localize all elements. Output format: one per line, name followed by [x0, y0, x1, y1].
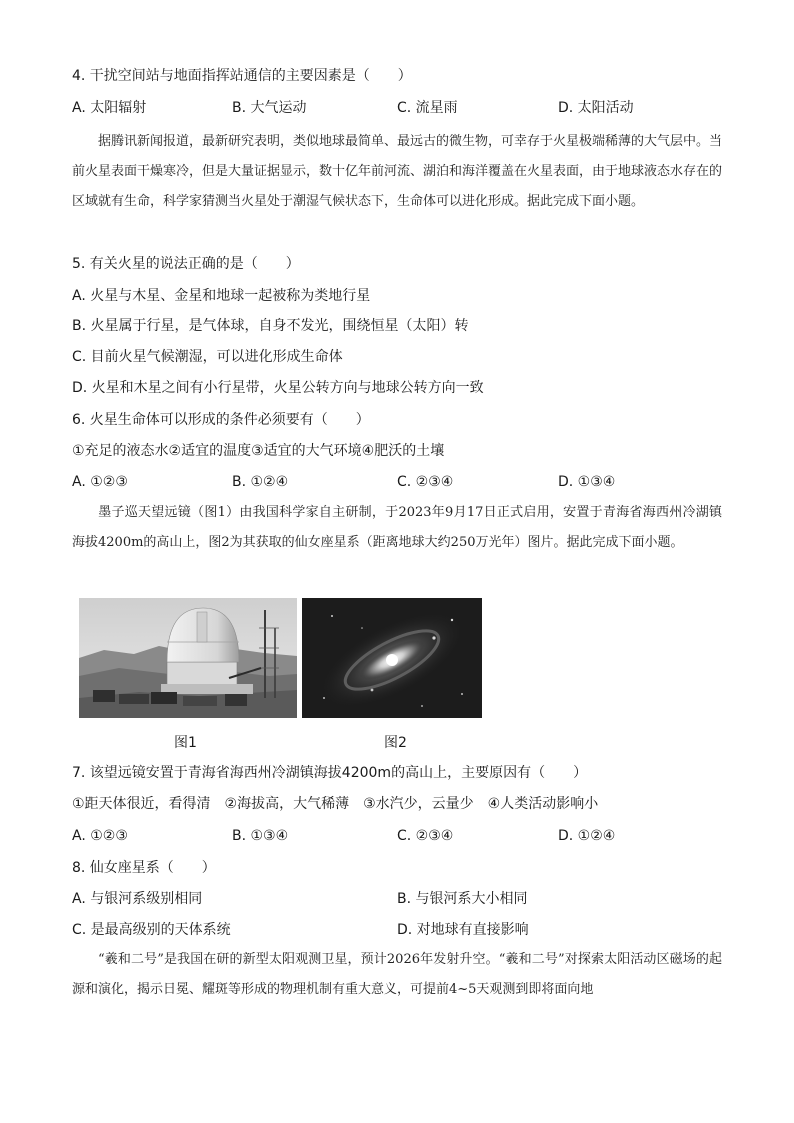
q4-stem: 4. 干扰空间站与地面指挥站通信的主要因素是（ ）: [72, 68, 412, 84]
q7-option-d: D. ①②④: [558, 828, 616, 844]
q4-option-d: D. 太阳活动: [558, 100, 634, 116]
figure1-caption: 图1: [174, 735, 197, 751]
q4-option-c: C. 流星雨: [397, 100, 458, 116]
figure2-caption: 图2: [384, 735, 407, 751]
q5-option-a: A. 火星与木星、金星和地球一起被称为类地行星: [72, 288, 371, 304]
q6-stem: 6. 火星生命体可以形成的条件必须要有（ ）: [72, 412, 370, 428]
q5-stem: 5. 有关火星的说法正确的是（ ）: [72, 256, 300, 272]
q6-option-c: C. ②③④: [397, 474, 454, 490]
q7-option-c: C. ②③④: [397, 828, 454, 844]
q5-option-c: C. 目前火星气候潮湿，可以进化形成生命体: [72, 349, 343, 365]
q6-option-d: D. ①③④: [558, 474, 616, 490]
passage-mars: 据腾讯新闻报道，最新研究表明，类似地球最简单、最远古的微生物，可幸存于火星极端稀薄的大气层中。当前火星表面干燥寒冷，但是大量证据显示，数十亿年前河流、湖泊和海洋覆盖在火星表面，由于地球液态水存在的区域就有生命，科学家猜测当火星处于潮湿气候状态下，生命体可以进化形成。据此完成下面小题。: [72, 134, 723, 209]
passage-telescope: 墨子巡天望远镜（图1）由我国科学家自主研制，于2023年9月17日正式启用，安置于青海省海西州冷湖镇海拔4200m的高山上，图2为其获取的仙女座星系（距离地球大约250万光年）图片。据此完成下面小题。: [72, 505, 722, 550]
q8-option-c: C. 是最高级别的天体系统: [72, 922, 231, 938]
q8-option-d: D. 对地球有直接影响: [397, 922, 529, 938]
figure1-telescope-image: [79, 598, 297, 718]
q4-option-a: A. 太阳辐射: [72, 100, 147, 116]
q7-option-a: A. ①②③: [72, 828, 128, 844]
q8-option-a: A. 与银河系级别相同: [72, 891, 203, 907]
q6-option-a: A. ①②③: [72, 474, 128, 490]
q7-conditions: ①距天体很近，看得清 ②海拔高，大气稀薄 ③水汽少，云量少 ④人类活动影响小: [72, 796, 599, 812]
q8-stem: 8. 仙女座星系（ ）: [72, 860, 216, 876]
q6-conditions: ①充足的液态水②适宜的温度③适宜的大气环境④肥沃的土壤: [72, 443, 445, 459]
q7-stem: 7. 该望远镜安置于青海省海西州冷湖镇海拔4200m的高山上，主要原因有（ ）: [72, 765, 588, 781]
q5-option-b: B. 火星属于行星，是气体球，自身不发光，围绕恒星（太阳）转: [72, 318, 469, 334]
q4-option-b: B. 大气运动: [232, 100, 307, 116]
q8-option-b: B. 与银河系大小相同: [397, 891, 528, 907]
q6-option-b: B. ①②④: [232, 474, 289, 490]
q7-option-b: B. ①③④: [232, 828, 289, 844]
figure2-galaxy-image: [302, 598, 482, 718]
passage-xihe2: “羲和二号”是我国在研的新型太阳观测卫星，预计2026年发射升空。“羲和二号”对探索太阳活动区磁场的起源和演化，揭示日冕、耀斑等形成的物理机制有重大意义，可提前4~5天观测到即将面向地: [72, 952, 722, 997]
q5-option-d: D. 火星和木星之间有小行星带，火星公转方向与地球公转方向一致: [72, 380, 484, 396]
